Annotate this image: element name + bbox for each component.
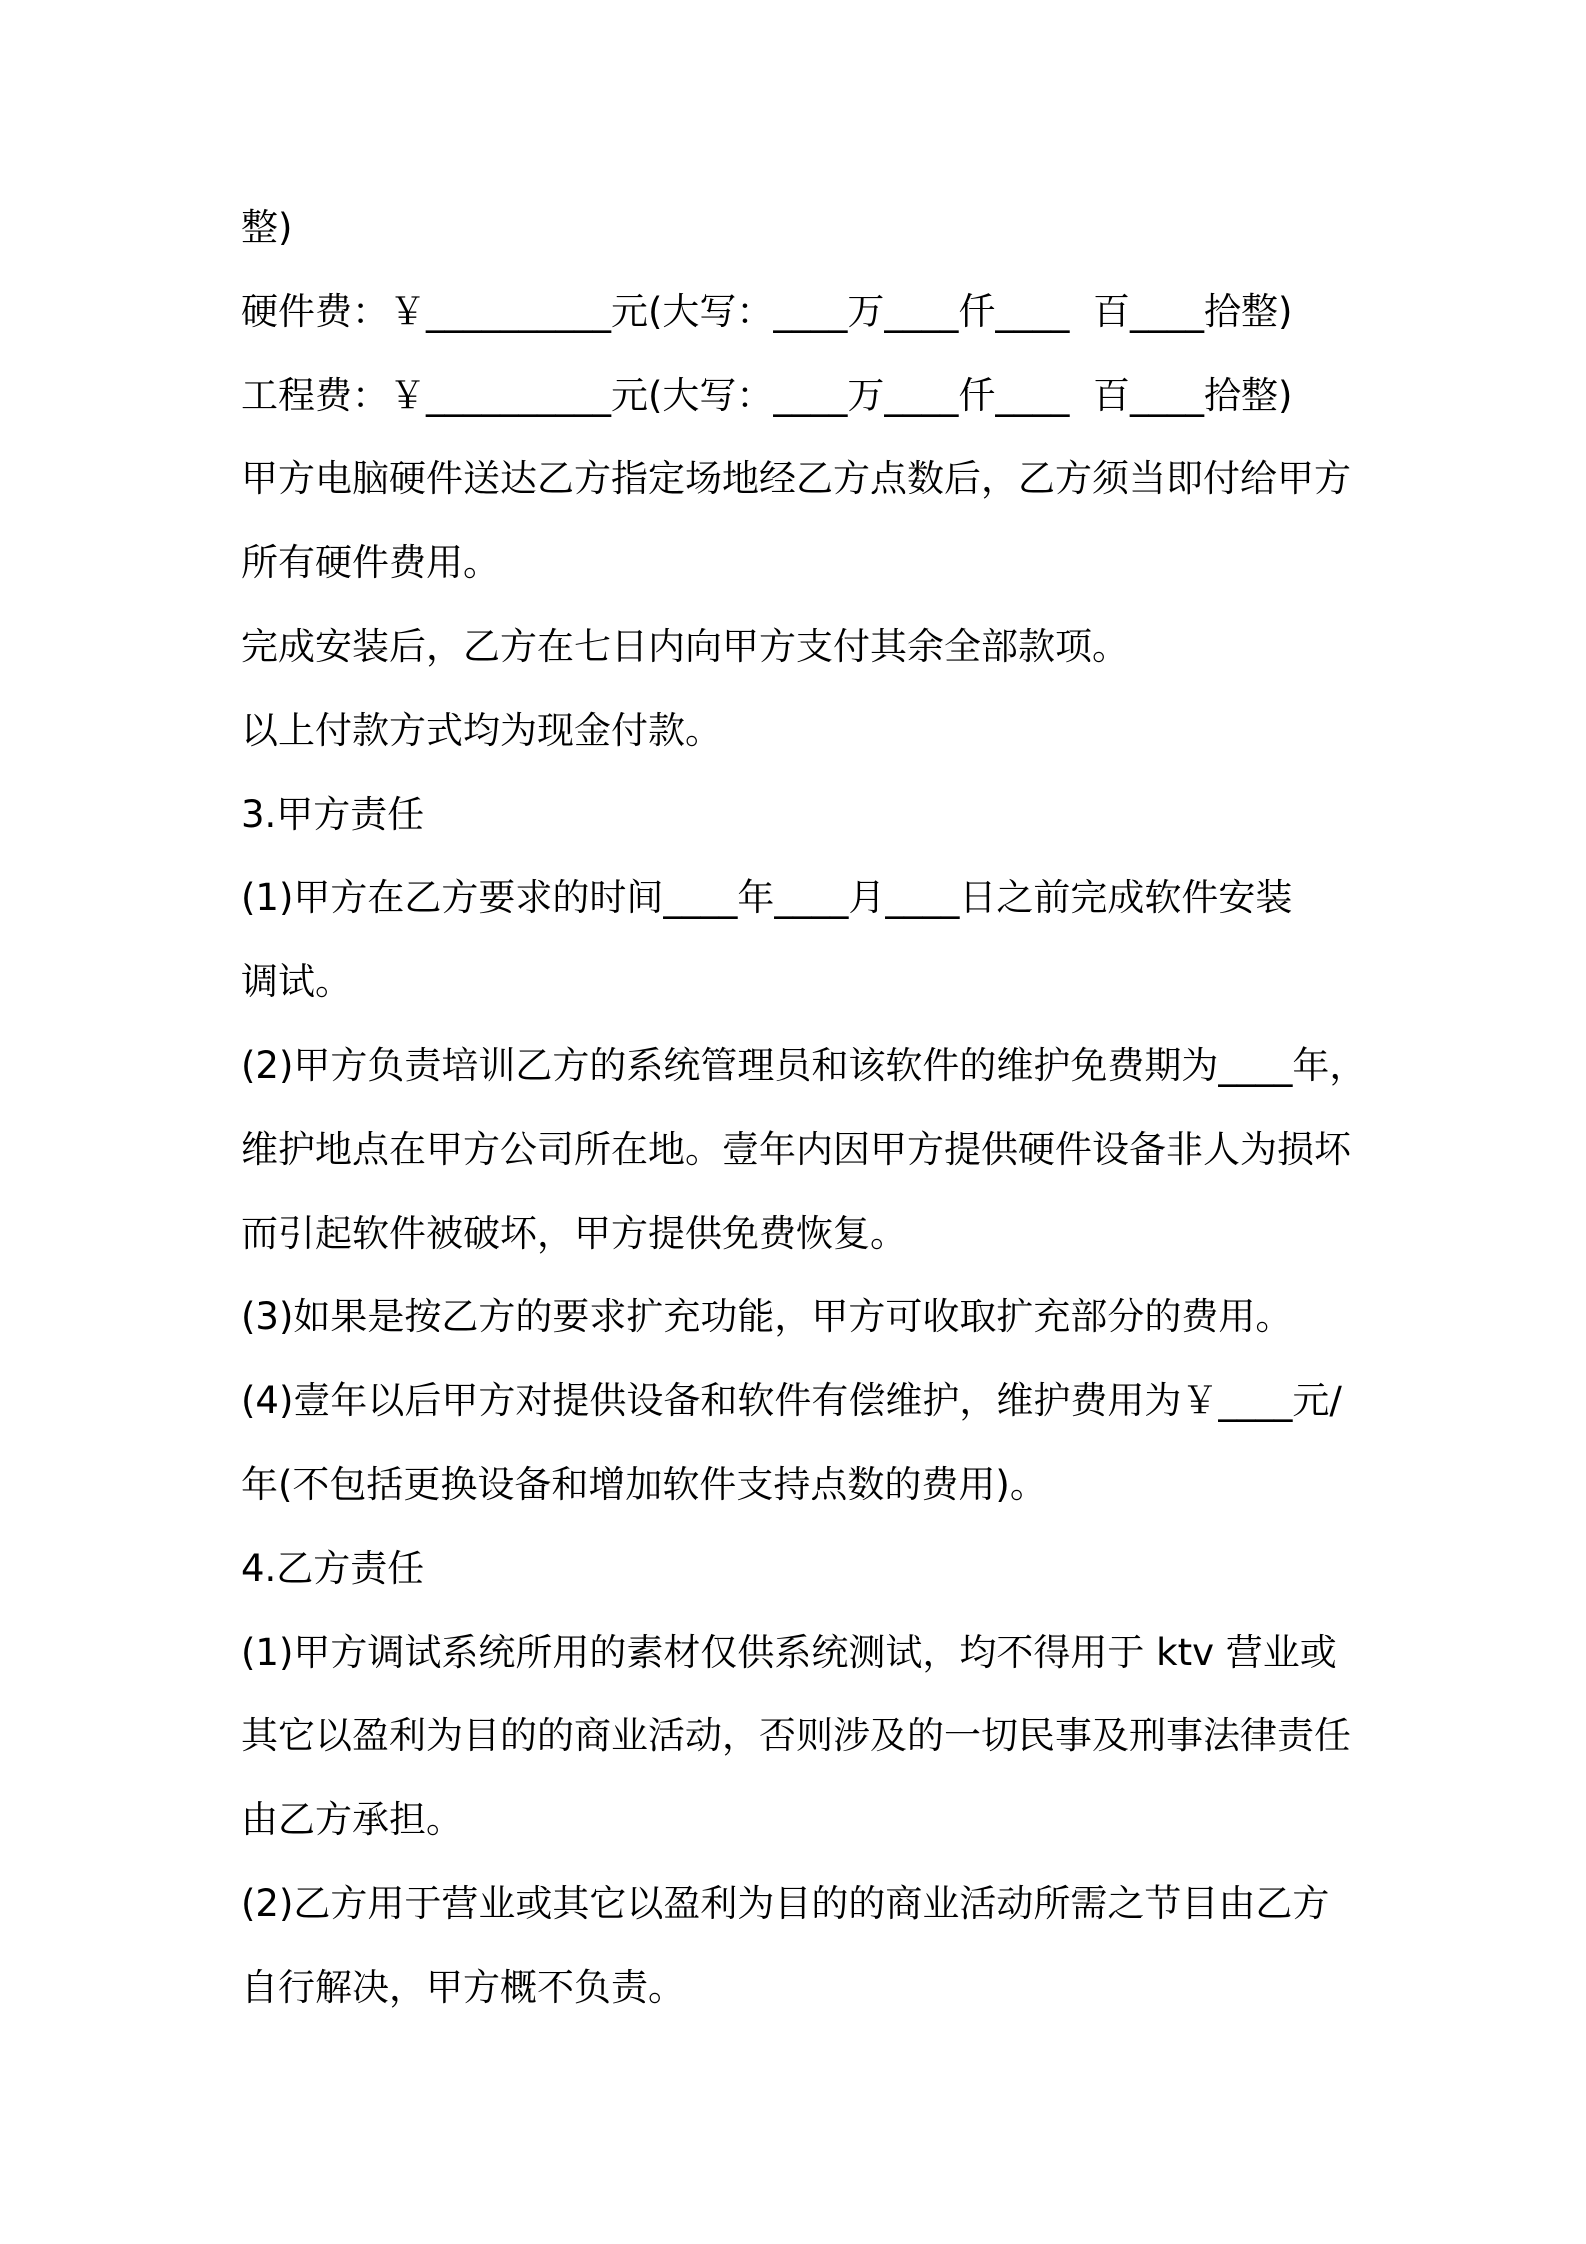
text-line: 其它以盈利为目的的商业活动，否则涉及的一切民事及刑事法律责任 xyxy=(241,1714,1351,1758)
text-line: 甲方电脑硬件送达乙方指定场地经乙方点数后，乙方须当即付给甲方 xyxy=(241,457,1351,501)
text-line: (1)甲方调试系统所用的素材仅供系统测试，均不得用于 ktv 营业或 xyxy=(241,1630,1337,1674)
text-line: 年(不包括更换设备和增加软件支持点数的费用)。 xyxy=(241,1462,1047,1506)
section-heading-party-a: 3.甲方责任 xyxy=(241,792,425,836)
engineering-fee-line: 工程费：￥__________元(大写：____万____仟____ 百____拾整) xyxy=(241,373,1293,417)
text-line: 而引起软件被破坏，甲方提供免费恢复。 xyxy=(241,1211,907,1255)
text-line: 以上付款方式均为现金付款。 xyxy=(241,708,722,752)
text-line: 整) xyxy=(241,206,293,249)
contract-text xyxy=(241,186,1367,2030)
text-line: (2)甲方负责培训乙方的系统管理员和该软件的维护免费期为____年， xyxy=(241,1043,1367,1087)
text-line: (2)乙方用于营业或其它以盈利为目的的商业活动所需之节目由乙方 xyxy=(241,1881,1330,1925)
text-line: (4)壹年以后甲方对提供设备和软件有偿维护，维护费用为￥____元/ xyxy=(241,1379,1342,1423)
text-line: (3)如果是按乙方的要求扩充功能，甲方可收取扩充部分的费用。 xyxy=(241,1295,1293,1339)
text-line: 自行解决，甲方概不负责。 xyxy=(241,1965,685,2009)
text-line: 由乙方承担。 xyxy=(241,1798,463,1842)
hardware-fee-line: 硬件费：￥__________元(大写：____万____仟____ 百____拾整) xyxy=(241,289,1293,333)
text-line: 维护地点在甲方公司所在地。壹年内因甲方提供硬件设备非人为损坏 xyxy=(241,1127,1351,1171)
section-heading-party-b: 4.乙方责任 xyxy=(241,1546,425,1590)
text-line: 完成安装后，乙方在七日内向甲方支付其余全部款项。 xyxy=(241,624,1129,668)
text-line: (1)甲方在乙方要求的时间____年____月____日之前完成软件安装 xyxy=(241,876,1293,920)
text-line: 所有硬件费用。 xyxy=(241,541,500,585)
text-line: 调试。 xyxy=(241,960,352,1004)
